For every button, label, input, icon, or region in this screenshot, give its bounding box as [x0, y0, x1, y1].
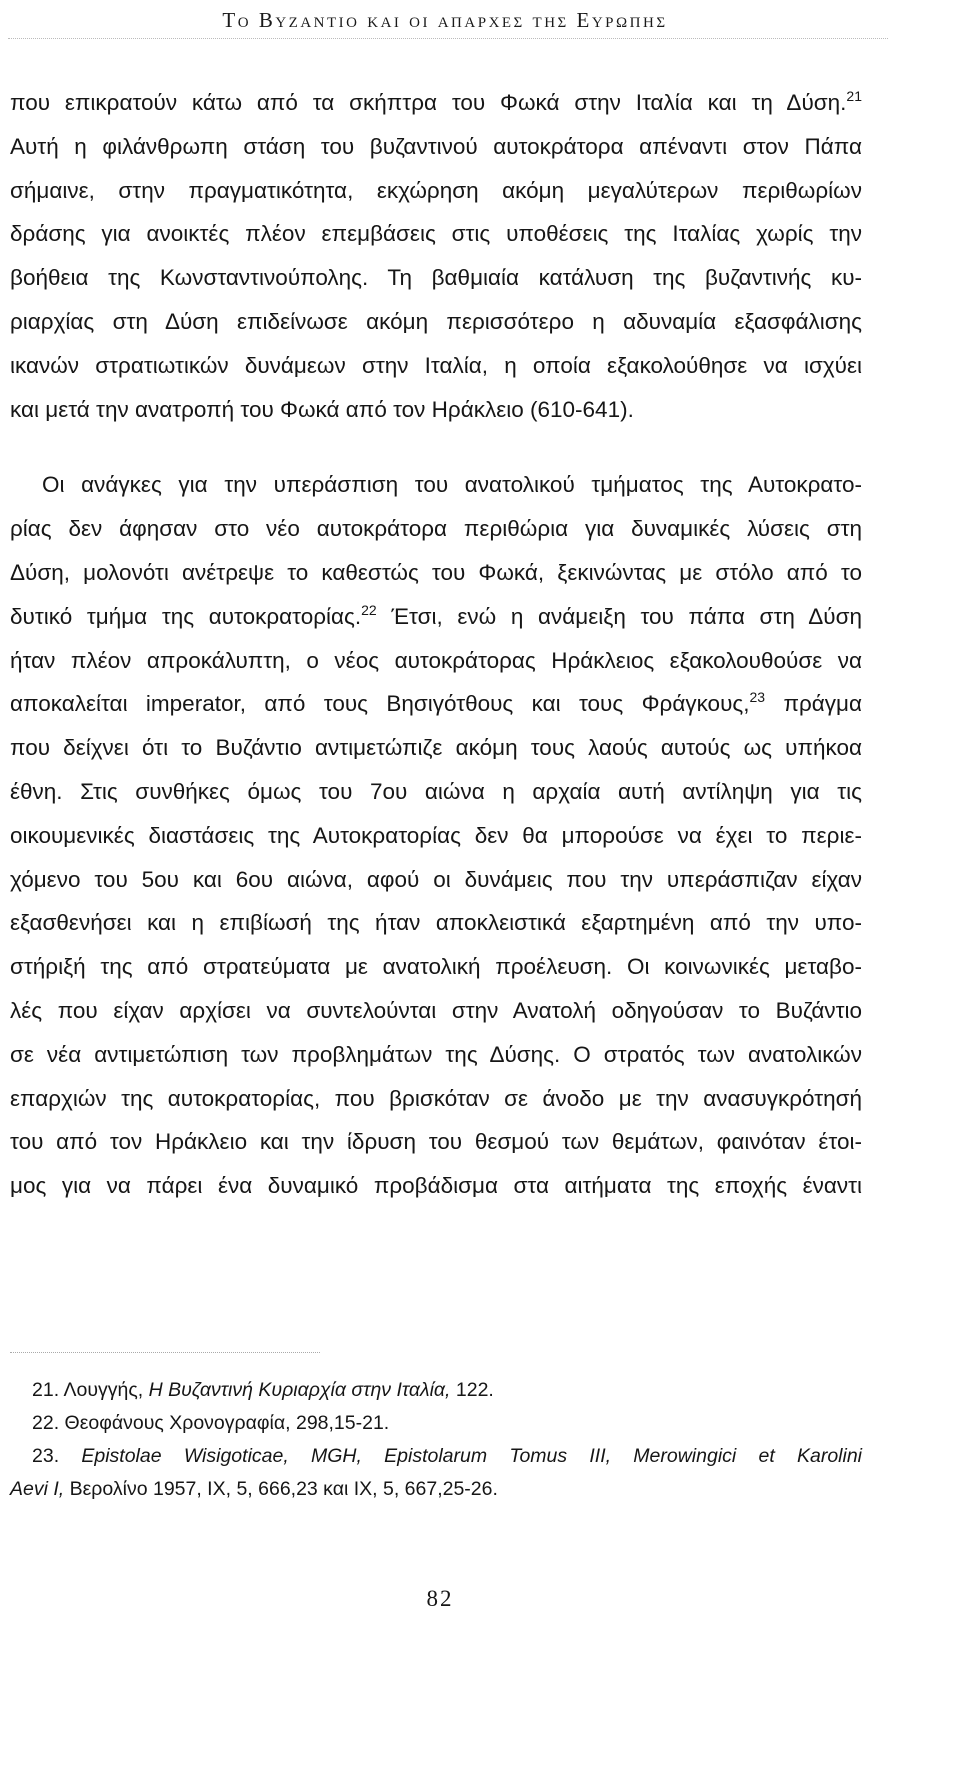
text-line: Οι ανάγκες για την υπεράσπιση του ανατολικού τμήματος της Αυτοκρατο-	[42, 472, 862, 498]
footnote-title: Epistolae Wisigoticae, MGH, Epistolarum Tomus III, Merowingici et Karolini	[81, 1445, 863, 1467]
footnote-number: 21.	[32, 1379, 60, 1401]
text-line: μος για να πάρει ένα δυναμικό προβάδισμα στα αιτήματα της εποχής έναντι	[10, 1173, 862, 1199]
footnote-title: Η Βυζαντινή Κυριαρχία στην Ιταλία,	[148, 1379, 451, 1401]
footnote-ref-23[interactable]: 23	[749, 689, 766, 706]
paragraph-gap	[10, 431, 862, 463]
text-line: δυτικό τμήμα της αυτοκρατορίας.$^{22}$ Έτσι, ενώ η ανάμειξη του πάπα στη Δύση	[10, 601, 862, 629]
running-head: Το Βυζαντιο και οι απαρχες της Ευρωπης	[222, 8, 668, 32]
footnote-ref-22[interactable]: 22	[361, 601, 377, 618]
text-line: οικουμενικές διαστάσεις της Αυτοκρατορίας δεν θα μπορούσε να έχει το περιε-	[10, 822, 862, 848]
text-line: έθνη. Στις συνθήκες όμως του 7ου αιώνα η αρχαία αυτή αντίληψη για τις	[10, 778, 862, 804]
footnote-number: 23.	[32, 1445, 60, 1467]
text-line: σήμαινε, στην πραγματικότητα, εκχώρηση ακόμη μεγαλύτερων περιθωρίων	[10, 177, 862, 203]
text-line: του από τον Ηράκλειο και την ίδρυση του θεσμού των θεμάτων, φαινόταν έτοι-	[10, 1129, 862, 1155]
text-line: ικανών στρατιωτικών δυνάμεων στην Ιταλία, η οποία εξακολούθησε να ισχύει	[10, 352, 862, 378]
text-line: Δύση, μολονότι ανέτρεψε το καθεστώς του Φωκά, ξεκινώντας με στόλο από το	[10, 559, 862, 585]
footnote-divider	[10, 1352, 320, 1353]
footnote-23	[10, 1440, 862, 1473]
text-line: σε νέα αντιμετώπιση των προβλημάτων της Δύσης. Ο στρατός των ανατολικών	[10, 1041, 862, 1067]
text-line: δράσης για ανοικτές πλέον επεμβάσεις στις υποθέσεις της Ιταλίας χωρίς την	[10, 221, 862, 247]
text-line: χόμενο του 5ου και 6ου αιώνα, αφού οι δυνάμεις που την υπεράσπιζαν είχαν	[10, 866, 862, 892]
text-line: αποκαλείται imperator, από τους Βησιγότθους και τους Φράγκους,$^{23}$ πράγμα	[10, 689, 862, 717]
text-line: ριαρχίας στη Δύση επιδείνωσε ακόμη περισσότερο η αδυναμία εξασφάλισης	[10, 308, 862, 334]
footnote-number: 22.	[32, 1412, 60, 1434]
footnotes	[10, 1374, 862, 1506]
text-line: εξασθενήσει και η επιβίωσή της ήταν αποκλειστικά εξαρτημένη από την υπο-	[10, 910, 862, 936]
text-line: επαρχιών της αυτοκρατορίας, που βρισκόταν σε άνοδο με την ανασυγκρότησή	[10, 1085, 862, 1111]
text-line: ρίας δεν άφησαν στο νέο αυτοκράτορα περιθώρια για δυναμικές λύσεις στη	[10, 516, 862, 542]
footnote-title: Aevi I,	[10, 1478, 65, 1500]
text-line: λές που είχαν αρχίσει να συντελούνται στην Ανατολή οδηγούσαν το Βυζάντιο	[10, 997, 862, 1023]
text-line: και μετά την ανατροπή του Φωκά από τον Ηράκλειο (610-641).	[10, 396, 634, 422]
footnote-ref-21[interactable]: 21	[846, 88, 862, 104]
text-line: Αυτή η φιλάνθρωπη στάση του βυζαντινού αυτοκράτορα απέναντι στον Πάπα	[10, 133, 862, 159]
text-line: ήταν πλέον απροκάλυπτη, ο νέος αυτοκράτορας Ηράκλειος εξακολουθούσε να	[10, 647, 862, 673]
text-line: που δείχνει ότι το Βυζάντιο αντιμετώπιζε ακόμη τους λαούς αυτούς ως υπήκοα	[10, 735, 862, 761]
body-text	[10, 81, 862, 1208]
footnote-22: 22. Θεοφάνους Χρονογραφία, 298,15-21.	[32, 1412, 390, 1434]
page-number: 82	[426, 1586, 454, 1611]
text-line: βοήθεια της Κωνσταντινούπολης. Τη βαθμιαία κατάλυση της βυζαντινής κυ-	[10, 265, 862, 291]
footnote-21: 21. Λουγγής, Η Βυζαντινή Κυριαρχία στην Ιταλία, 122.	[32, 1379, 494, 1401]
header-divider	[8, 38, 888, 39]
footnote-23-continued: Aevi I, Βερολίνο 1957, IX, 5, 666,23 και IX, 5, 667,25-26.	[10, 1478, 498, 1500]
text-line: που επικρατούν κάτω από τα σκήπτρα του Φωκά στην Ιταλία και τη Δύση.$^{21}$	[10, 88, 862, 115]
text-line: στήριξή της από στρατεύματα με ανατολική προέλευση. Οι κοινωνικές μεταβο-	[10, 954, 862, 980]
